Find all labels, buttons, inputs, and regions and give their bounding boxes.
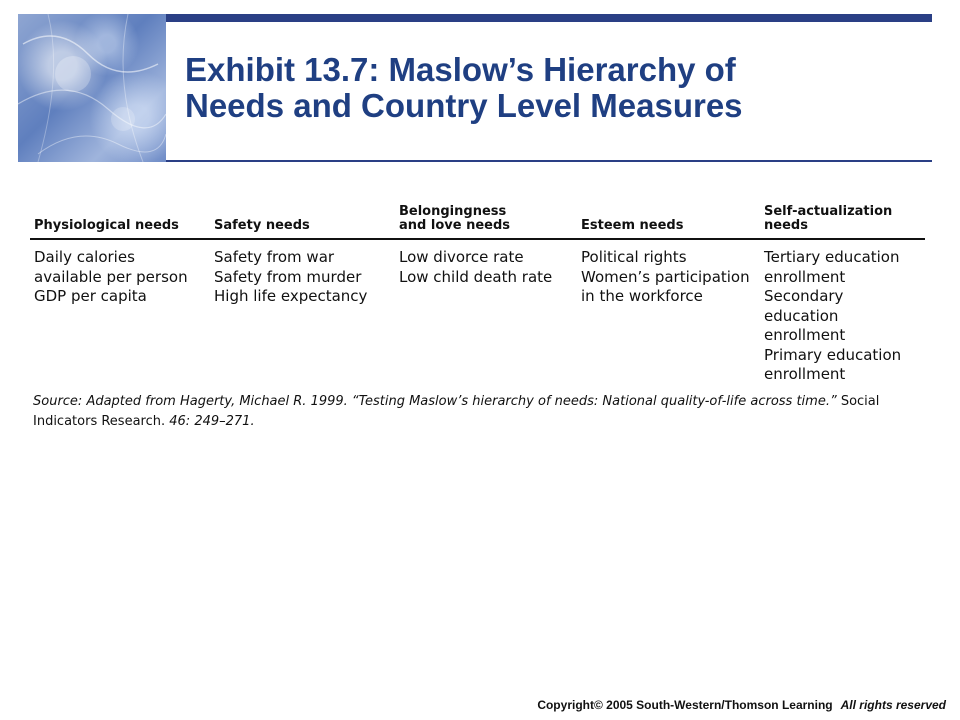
- copyright-footer: [537, 698, 946, 712]
- needs-table-container: [30, 205, 925, 385]
- table-row: [30, 239, 925, 385]
- table-header-row: [30, 205, 925, 239]
- cell-self-actualization-measures: Tertiary education enrollment Secondary education enrollment Primary education enrollment: [764, 248, 902, 383]
- copyright-text: Copyright© 2005 South-Western/Thomson Learning: [537, 698, 833, 712]
- header-physiological-needs: Physiological needs: [30, 205, 210, 239]
- header-belongingness-needs: Belongingness and love needs: [395, 205, 577, 239]
- header-safety-needs: Safety needs: [210, 205, 395, 239]
- cell-belongingness-measures: Low divorce rate Low child death rate: [399, 248, 553, 286]
- header-bottom-rule: [166, 160, 932, 162]
- header-decorative-image: [18, 14, 166, 162]
- slide-title-line-1: Exhibit 13.7: Maslow’s Hierarchy of: [185, 51, 736, 88]
- header-self-actualization-needs: Self-actualization needs: [760, 205, 925, 239]
- header-esteem-needs: Esteem needs: [577, 205, 760, 239]
- cell-physiological-measures: Daily calories available per person GDP per capita: [34, 248, 188, 305]
- slide-title-line-2: Needs and Country Level Measures: [185, 87, 743, 124]
- cell-esteem-measures: Political rights Women’s participation in the workforce: [581, 248, 750, 305]
- source-italic-text: Source: Adapted from Hagerty, Michael R. 1999. “Testing Maslow’s hierarchy of needs: National quality-of-life across time.”: [33, 394, 837, 409]
- source-citation: 46: 249–271.: [169, 414, 255, 429]
- cell-safety-measures: Safety from war Safety from murder High life expectancy: [214, 248, 368, 305]
- rights-text: All rights reserved: [840, 698, 946, 712]
- needs-table: [30, 205, 925, 385]
- source-journal: Social Indicators Research.: [33, 394, 880, 429]
- header-top-rule: [166, 14, 932, 22]
- source-note: [33, 392, 913, 432]
- slide-title: [185, 52, 925, 124]
